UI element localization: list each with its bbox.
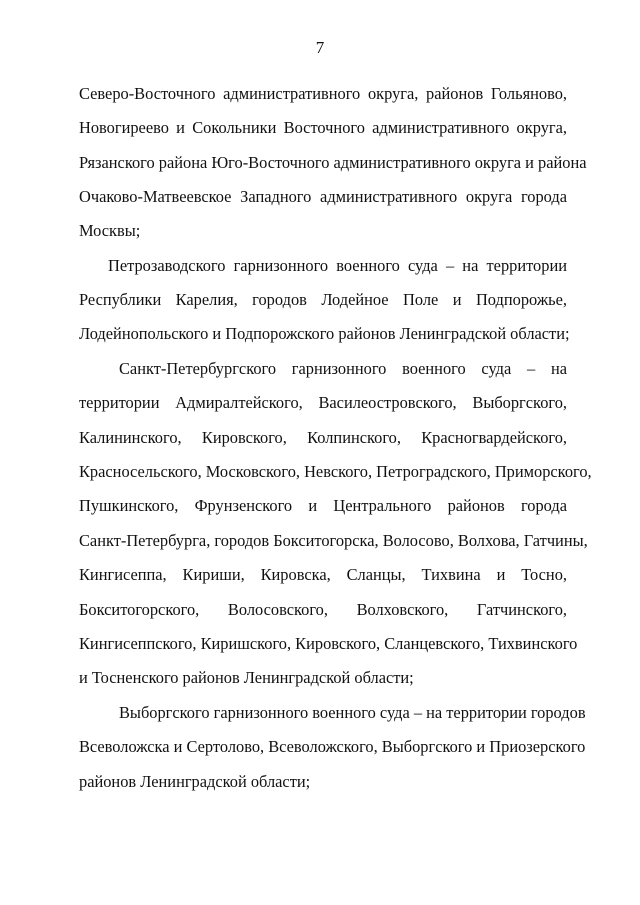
paragraph-first-line: Петрозаводского гарнизонного военного суда – на территории [108,256,567,275]
text-line: Красносельского, Московского, Невского, Петроградского, Приморского, [79,462,592,481]
paragraph-first-line: Санкт-Петербургского гарнизонного военного суда – на [119,359,567,378]
text-line: территории Адмиралтейского, Василеостровского, Выборгского, [79,393,567,412]
text-line: Республики Карелия, городов Лодейное Поле и Подпорожье, [79,290,567,309]
text-line: Лодейнопольского и Подпорожского районов Ленинградской области; [79,324,570,343]
text-line: районов Ленинградской области; [79,772,311,791]
text-line: Северо-Восточного административного округа, районов Гольяново, [79,84,567,103]
text-line: Рязанского района Юго-Восточного административного округа и района [79,153,587,172]
text-line: Санкт-Петербурга, городов Бокситогорска, Волосово, Волхова, Гатчины, [79,531,588,550]
text-line: Кингисеппа, Кириши, Кировска, Сланцы, Тихвина и Тосно, [79,565,567,584]
text-line: и Тосненского районов Ленинградской области; [79,668,414,687]
text-line: Всеволожска и Сертолово, Всеволожского, Выборгского и Приозерского [79,737,586,756]
paragraph-first-line: Выборгского гарнизонного военного суда – на территории городов [119,703,586,722]
text-line: Очаково-Матвеевское Западного административного округа города [79,187,567,206]
text-line: Москвы; [79,221,141,240]
text-line: Бокситогорского, Волосовского, Волховского, Гатчинского, [79,600,567,619]
page-number: 7 [315,38,325,57]
text-line: Калининского, Кировского, Колпинского, Красногвардейского, [79,428,567,447]
text-line: Пушкинского, Фрунзенского и Центрального районов города [79,496,567,515]
text-line: Новогиреево и Сокольники Восточного административного округа, [79,118,567,137]
text-line: Кингисеппского, Киришского, Кировского, Сланцевского, Тихвинского [79,634,578,653]
